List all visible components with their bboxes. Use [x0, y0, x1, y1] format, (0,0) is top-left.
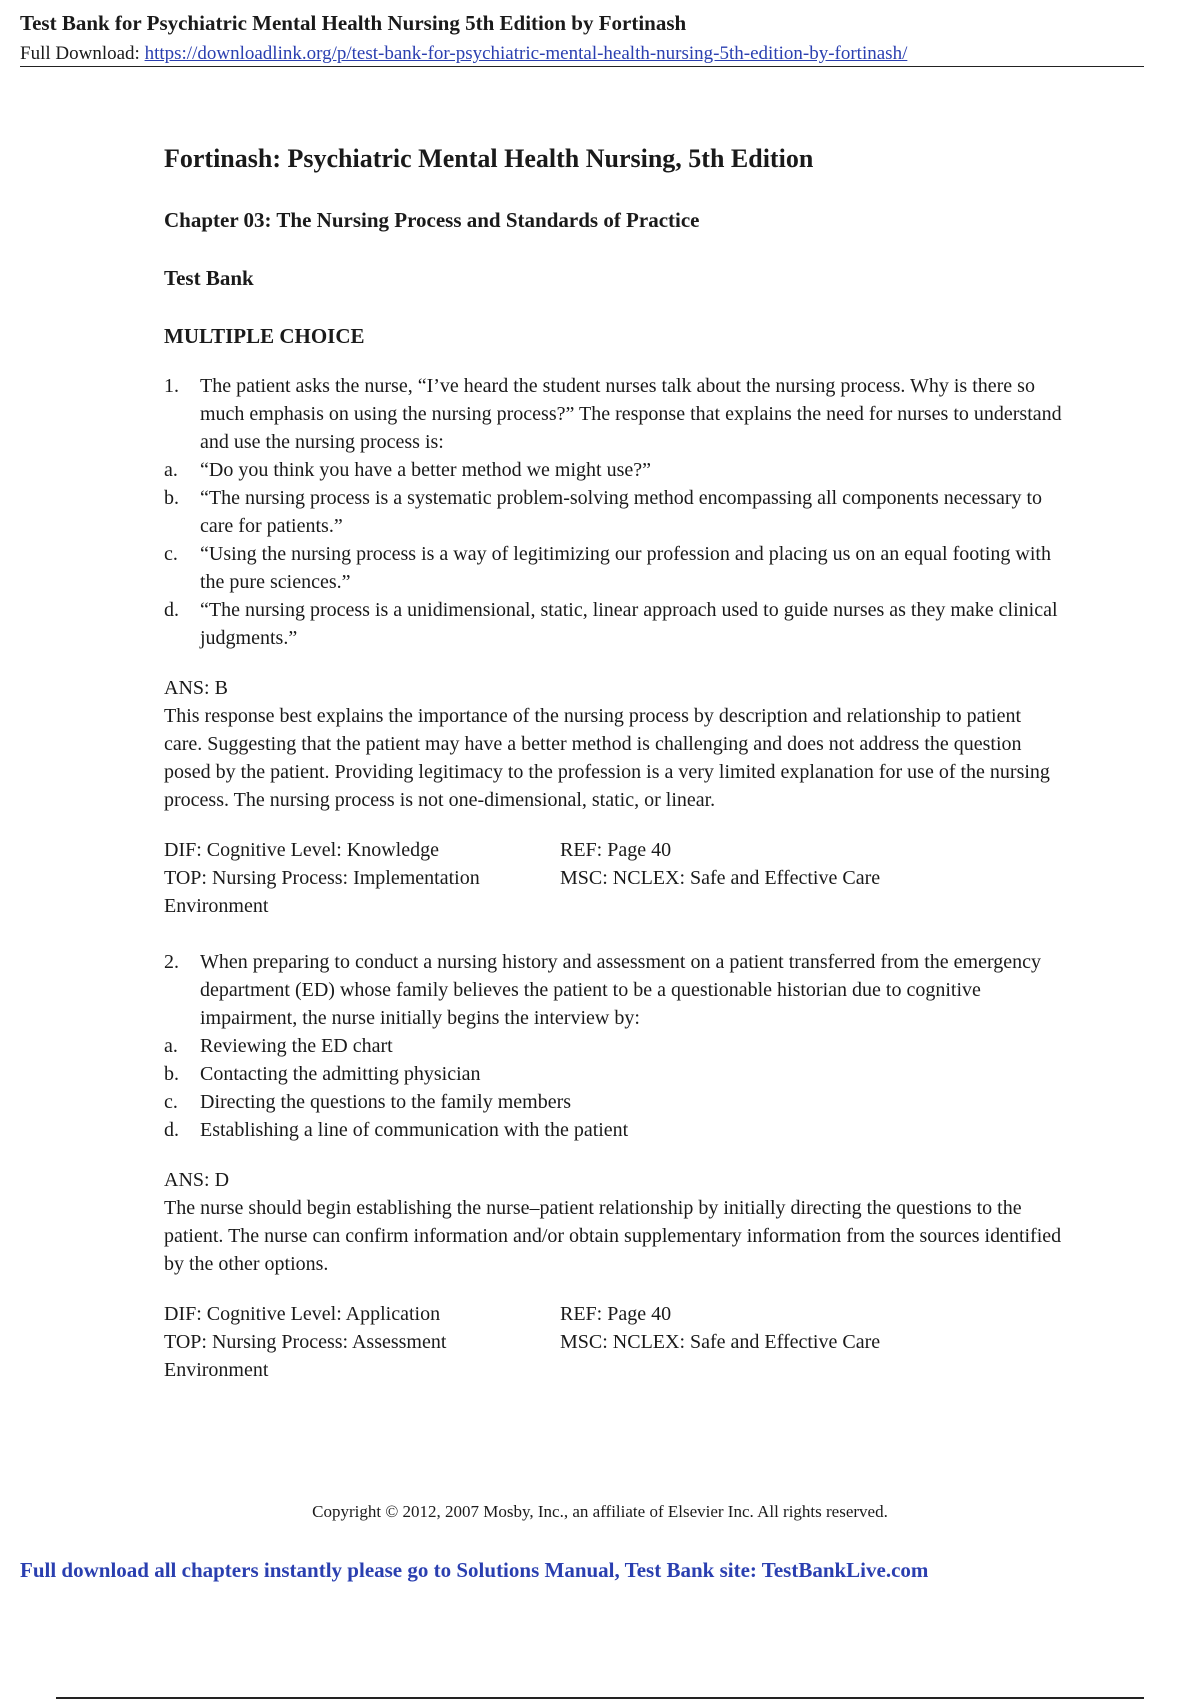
option-a [164, 1032, 1064, 1060]
download-line [20, 42, 1144, 67]
option-text: “The nursing process is a systematic problem-solving method encompassing all components necessary to care for patients.” [200, 487, 1043, 537]
answer-key: ANS: D [164, 1169, 230, 1191]
question-meta [164, 836, 1064, 920]
option-text: Contacting the admitting physician [200, 1063, 481, 1085]
ref-field: REF: Page 40 [560, 839, 672, 861]
top-banner [20, 10, 1144, 67]
ref-field: REF: Page 40 [560, 1303, 672, 1325]
rationale: The nurse should begin establishing the nurse–patient relationship by initially directing the questions to the patient. The nurse can confirm information and/or obtain supplementary information from the sources identified by the other options. [164, 1197, 1062, 1275]
option-text: “Using the nursing process is a way of legitimizing our profession and placing us on an equal footing with the pure sciences.” [200, 543, 1051, 593]
msc-continuation: Environment [164, 895, 269, 917]
dif-field: DIF: Cognitive Level: Knowledge [164, 839, 439, 861]
option-text: Directing the questions to the family members [200, 1091, 572, 1113]
option-text: Establishing a line of communication with the patient [200, 1119, 629, 1141]
option-b [164, 1060, 1064, 1088]
option-c [164, 540, 1064, 596]
test-bank-label: Test Bank [164, 266, 254, 290]
option-text: “Do you think you have a better method we might use?” [200, 459, 651, 481]
option-letter: a. [164, 1035, 178, 1057]
option-text: “The nursing process is a unidimensional, static, linear approach used to guide nurses as they make clinical judgments.” [200, 599, 1058, 649]
top-field: TOP: Nursing Process: Assessment [164, 1331, 447, 1353]
bottom-rule [56, 1697, 1144, 1699]
option-letter: a. [164, 459, 178, 481]
dif-field: DIF: Cognitive Level: Application [164, 1303, 441, 1325]
option-letter: c. [164, 1091, 178, 1113]
option-letter: d. [164, 1119, 179, 1141]
question-number: 1. [164, 375, 179, 397]
document-body [164, 142, 1064, 1384]
option-text: Reviewing the ED chart [200, 1035, 393, 1057]
copyright-notice: Copyright © 2012, 2007 Mosby, Inc., an affiliate of Elsevier Inc. All rights reserved. [312, 1502, 888, 1521]
download-link[interactable]: https://downloadlink.org/p/test-bank-for-psychiatric-mental-health-nursing-5th-edition-by-fortinash/ [144, 43, 908, 64]
option-letter: b. [164, 487, 179, 509]
question-meta [164, 1300, 1064, 1384]
option-c [164, 1088, 1064, 1116]
chapter-title: Chapter 03: The Nursing Process and Standards of Practice [164, 208, 700, 232]
top-field: TOP: Nursing Process: Implementation [164, 867, 480, 889]
question-stem [164, 948, 1064, 1032]
option-a [164, 456, 1064, 484]
option-letter: d. [164, 599, 179, 621]
question-number: 2. [164, 951, 179, 973]
banner-title: Test Bank for Psychiatric Mental Health Nursing 5th Edition by Fortinash [20, 11, 687, 35]
option-letter: b. [164, 1063, 179, 1085]
book-title: Fortinash: Psychiatric Mental Health Nursing, 5th Edition [164, 144, 814, 173]
question-1 [164, 372, 1064, 920]
download-cta[interactable]: Full download all chapters instantly please go to Solutions Manual, Test Bank site: TestBankLive.com [20, 1558, 929, 1582]
question-text: When preparing to conduct a nursing history and assessment on a patient transferred from the emergency department (ED) whose family believes the patient to be a questionable historian due to cognitive impairment, the nurse initially begins the interview by: [200, 951, 1042, 1029]
question-2 [164, 948, 1064, 1384]
option-d [164, 596, 1064, 652]
option-b [164, 484, 1064, 540]
option-d [164, 1116, 1064, 1144]
question-stem [164, 372, 1064, 456]
msc-field: MSC: NCLEX: Safe and Effective Care [560, 1331, 881, 1353]
answer-key: ANS: B [164, 677, 228, 699]
download-label: Full Download: [20, 43, 145, 64]
rationale: This response best explains the importance of the nursing process by description and relationship to patient care. Suggesting that the patient may have a better method is challenging and does not address the question posed by the patient. Providing legitimacy to the profession is a very limited explanation for use of the nursing process. The nursing process is not one-dimensional, static, or linear. [164, 705, 1050, 811]
answer-block [164, 674, 1064, 814]
answer-block [164, 1166, 1064, 1278]
msc-field: MSC: NCLEX: Safe and Effective Care [560, 867, 881, 889]
question-text: The patient asks the nurse, “I’ve heard the student nurses talk about the nursing process. Why is there so much emphasis on using the nursing process?” The response that explains the need for nurses to understand and use the nursing process is: [200, 375, 1062, 453]
option-letter: c. [164, 543, 178, 565]
msc-continuation: Environment [164, 1359, 269, 1381]
section-label: MULTIPLE CHOICE [164, 324, 365, 348]
